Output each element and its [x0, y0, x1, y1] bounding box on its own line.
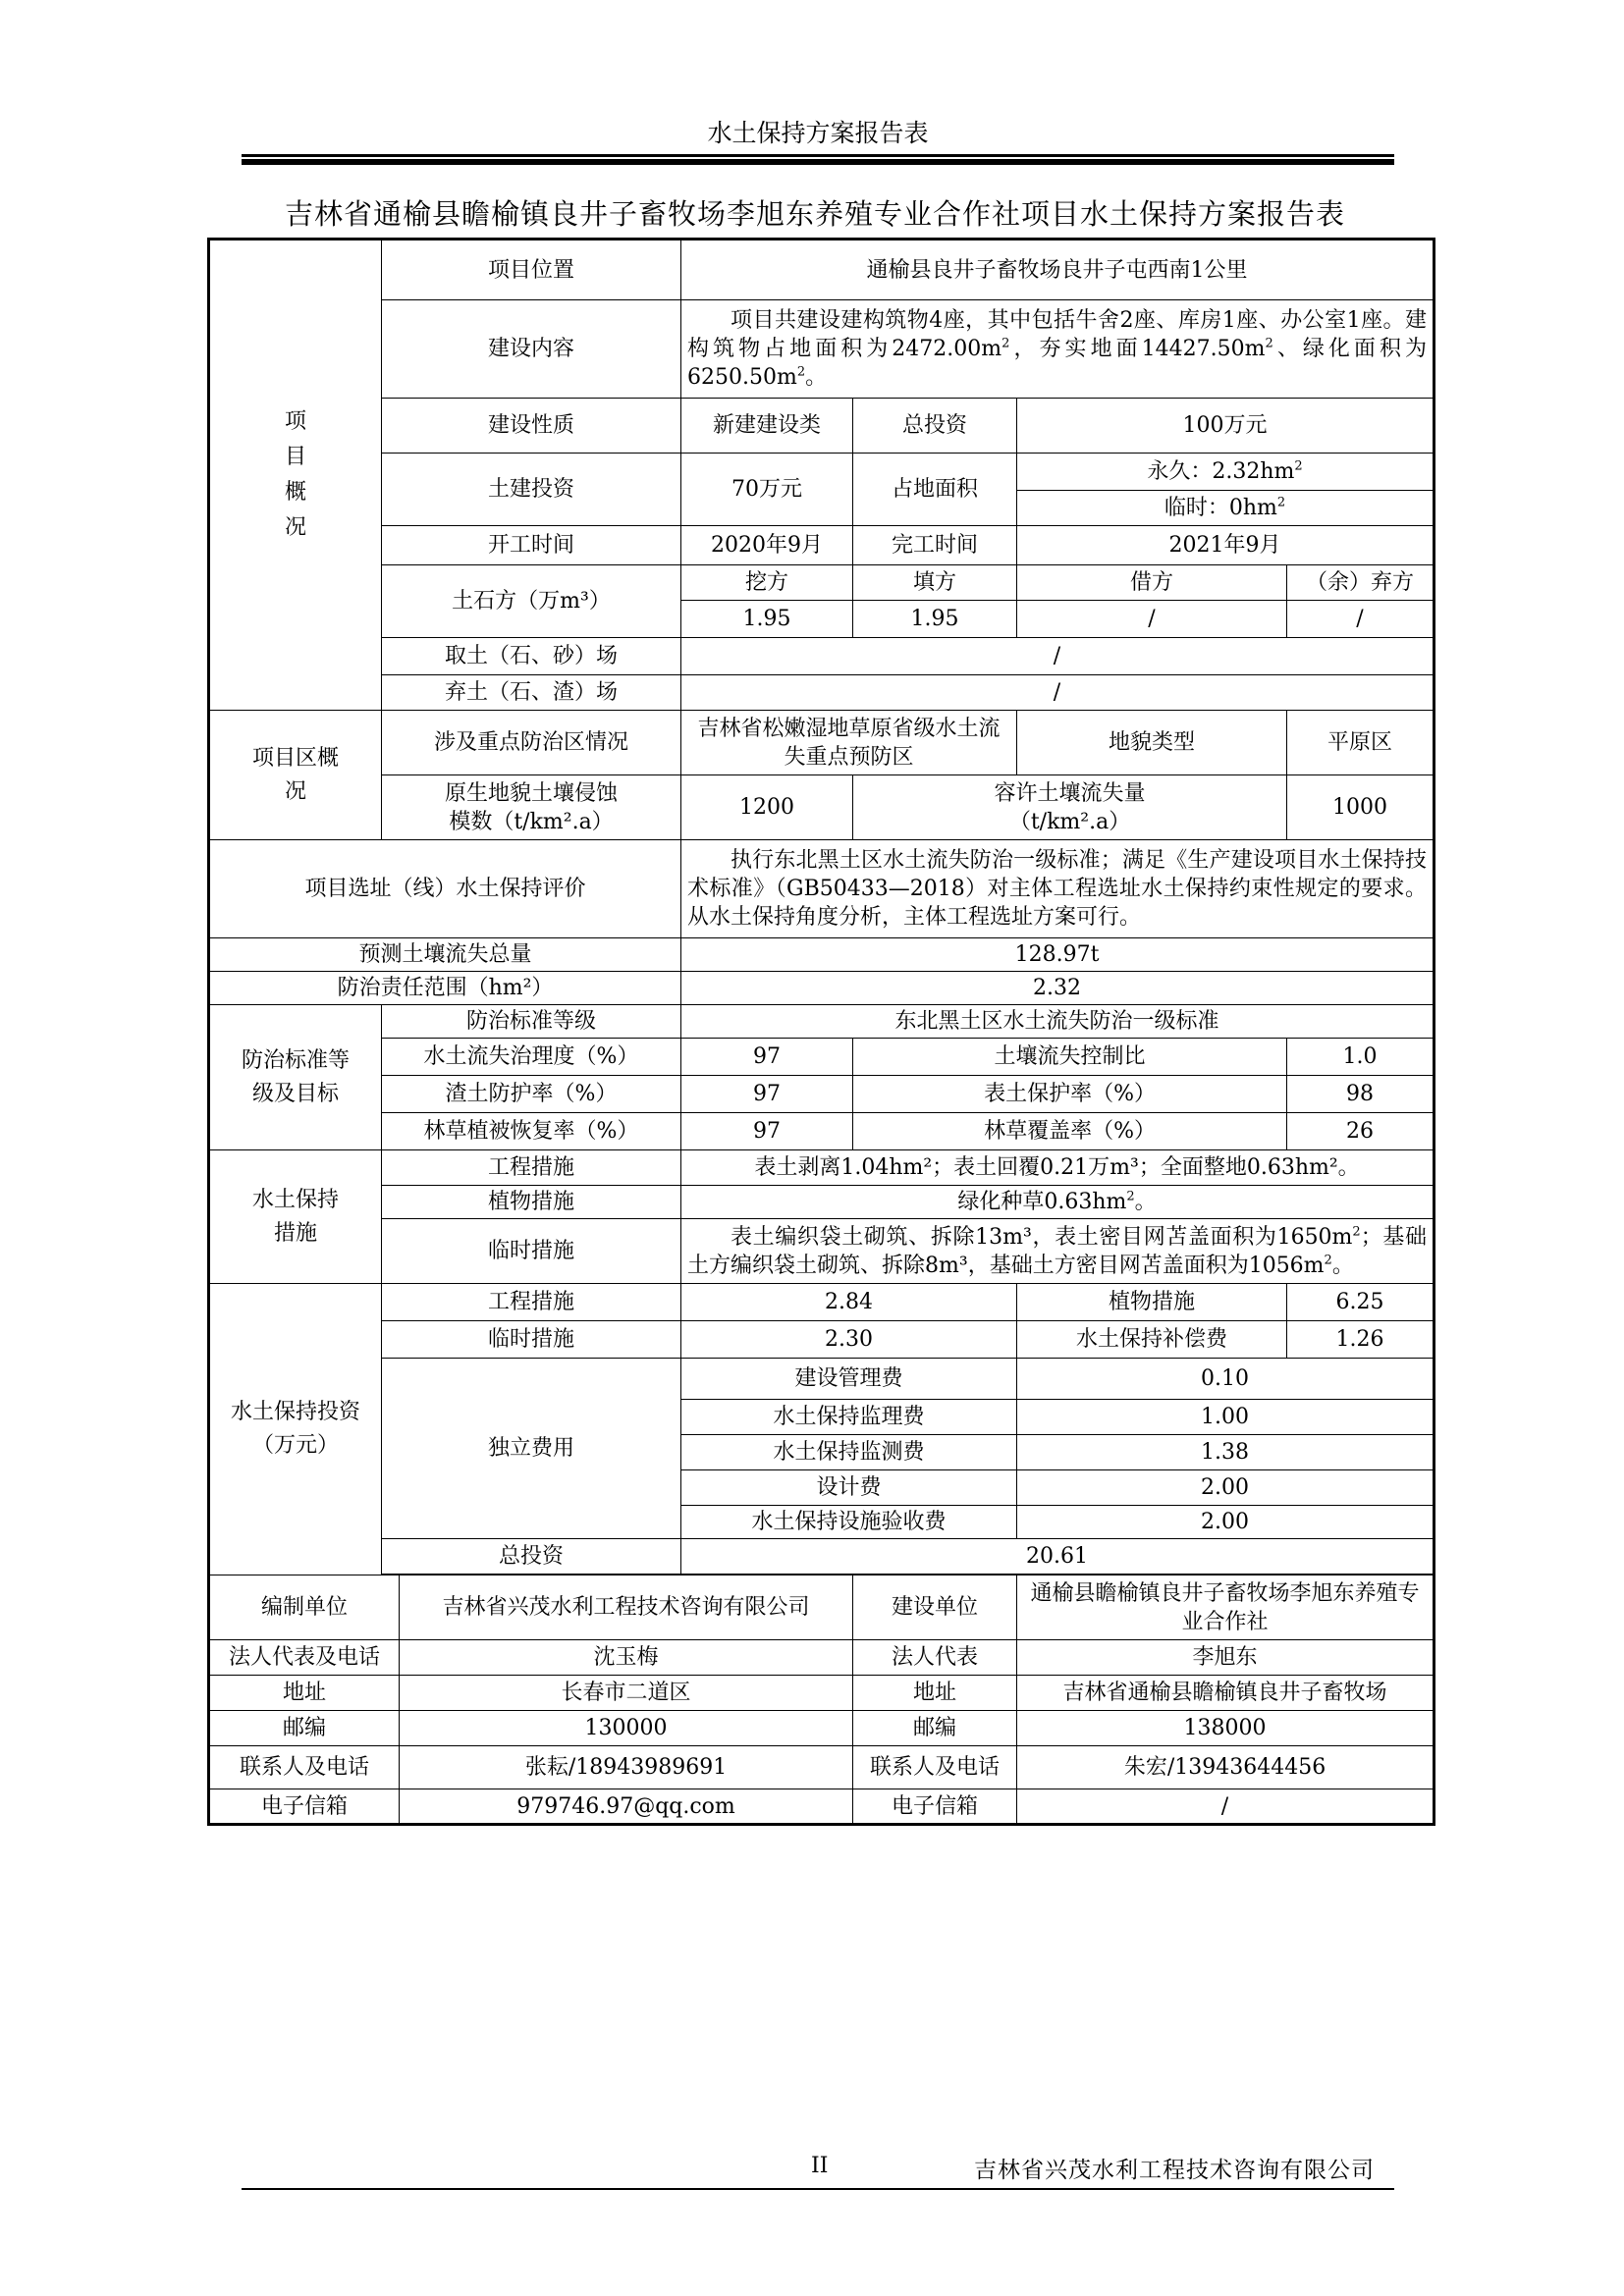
cell-value: 吉林省兴茂水利工程技术咨询有限公司	[400, 1575, 853, 1640]
table-row	[209, 1113, 1435, 1150]
footer-company: 吉林省兴茂水利工程技术咨询有限公司	[974, 2158, 1375, 2183]
cell-value: 1.95	[681, 601, 853, 638]
cell-value: 2021年9月	[1017, 526, 1435, 565]
cell-value: 6.25	[1287, 1284, 1435, 1321]
cell-label: 填方	[853, 565, 1017, 601]
cell-value: 2.30	[681, 1321, 1017, 1359]
cell-value: 平原区	[1287, 711, 1435, 775]
table-row	[209, 1539, 1435, 1575]
table-row	[209, 526, 1435, 565]
cell-value: 表土编织袋土砌筑、拆除13m³，表土密目网苫盖面积为$1650m^2$；基础土方编织袋土砌筑、拆除8m³，基础土方密目网苫盖面积为$1056m^2$。	[681, 1219, 1435, 1284]
table-row	[209, 240, 1435, 300]
cell-label: 水土保持设施验收费	[681, 1506, 1017, 1539]
cell-label: 总投资	[853, 399, 1017, 454]
cell-value: 1.38	[1017, 1435, 1435, 1470]
table-row	[209, 1219, 1435, 1284]
cell-value: 20.61	[681, 1539, 1435, 1575]
cell-label: 弃土（石、渣）场	[382, 675, 681, 711]
table-row	[209, 840, 1435, 938]
cell-label: 设计费	[681, 1470, 1017, 1506]
cell-value: 1.00	[1017, 1400, 1435, 1435]
cell-label: 挖方	[681, 565, 853, 601]
cell-value: 1.26	[1287, 1321, 1435, 1359]
report-title: 吉林省通榆县瞻榆镇良井子畜牧场李旭东养殖专业合作社项目水土保持方案报告表	[284, 197, 1345, 231]
cell-value: 2.32	[681, 972, 1435, 1005]
cell-value: 东北黑土区水土流失防治一级标准	[681, 1005, 1435, 1039]
cell-value: 138000	[1017, 1711, 1435, 1746]
table-row	[209, 1746, 1435, 1789]
cell-label: 水土保持监理费	[681, 1400, 1017, 1435]
cell-label: 编制单位	[209, 1575, 400, 1640]
table-row	[209, 1789, 1435, 1825]
cell-value: 1.95	[853, 601, 1017, 638]
cell-value: 通榆县良井子畜牧场良井子屯西南1公里	[681, 240, 1435, 300]
cell-value: 长春市二道区	[400, 1676, 853, 1711]
cell-value: 26	[1287, 1113, 1435, 1150]
cell-label: 工程措施	[382, 1284, 681, 1321]
table-row	[209, 972, 1435, 1005]
cell-label: 地貌类型	[1017, 711, 1287, 775]
cell-label: 水土流失治理度（%）	[382, 1039, 681, 1076]
table-row	[209, 638, 1435, 675]
table-row	[209, 1359, 1435, 1400]
cell-label: 临时措施	[382, 1219, 681, 1284]
cell-label: 植物措施	[382, 1186, 681, 1219]
page-number: II	[811, 2154, 829, 2178]
cell-label: 原生地貌土壤侵蚀模数（t/km².a）	[382, 775, 681, 840]
cell-label: 电子信箱	[209, 1789, 400, 1825]
cell-label: 电子信箱	[853, 1789, 1017, 1825]
cell-value: /	[681, 638, 1435, 675]
cell-value: 128.97t	[681, 938, 1435, 972]
table-row	[209, 1076, 1435, 1113]
page-header: 水土保持方案报告表	[707, 119, 929, 147]
table-row	[209, 1676, 1435, 1711]
cell-label: 取土（石、砂）场	[382, 638, 681, 675]
section-label-region: 项目区概况	[209, 711, 382, 840]
cell-value: 1200	[681, 775, 853, 840]
cell-value: 表土剥离1.04hm²；表土回覆0.21万m³；全面整地0.63hm²。	[681, 1150, 1435, 1186]
cell-label: 法人代表及电话	[209, 1640, 400, 1676]
cell-value: /	[1017, 601, 1287, 638]
cell-label: 土石方（万m³）	[382, 565, 681, 638]
cell-value: /	[681, 675, 1435, 711]
table-row	[209, 1005, 1435, 1039]
cell-label: 法人代表	[853, 1640, 1017, 1676]
table-row	[209, 399, 1435, 454]
section-label-overview: 项目概况	[209, 240, 382, 711]
table-row	[209, 565, 1435, 601]
cell-label: 林草植被恢复率（%）	[382, 1113, 681, 1150]
section-label-invest: 水土保持投资（万元）	[209, 1284, 382, 1575]
cell-label: 防治标准等级	[382, 1005, 681, 1039]
cell-label: 建设单位	[853, 1575, 1017, 1640]
cell-label: 临时措施	[382, 1321, 681, 1359]
cell-label: 项目选址（线）水土保持评价	[209, 840, 681, 938]
cell-label: 建设性质	[382, 399, 681, 454]
cell-label: 水土保持监测费	[681, 1435, 1017, 1470]
cell-label: 独立费用	[382, 1359, 681, 1539]
cell-label: 植物措施	[1017, 1284, 1287, 1321]
cell-value: 2.84	[681, 1284, 1017, 1321]
cell-label: 土建投资	[382, 454, 681, 526]
cell-value: 97	[681, 1039, 853, 1076]
cell-value: 98	[1287, 1076, 1435, 1113]
cell-value: 绿化种草$0.63hm^2$。	[681, 1186, 1435, 1219]
cell-label: （余）弃方	[1287, 565, 1435, 601]
cell-label: 预测土壤流失总量	[209, 938, 681, 972]
table-row	[209, 938, 1435, 972]
cell-label: 联系人及电话	[853, 1746, 1017, 1789]
cell-value: 70万元	[681, 454, 853, 526]
report-table	[207, 238, 1435, 1826]
cell-value: 100万元	[1017, 399, 1435, 454]
footer-rule	[242, 2188, 1394, 2190]
cell-value: 李旭东	[1017, 1640, 1435, 1676]
cell-label: 项目位置	[382, 240, 681, 300]
cell-value: 2.00	[1017, 1506, 1435, 1539]
cell-label: 防治责任范围（hm²）	[209, 972, 681, 1005]
cell-value: 97	[681, 1113, 853, 1150]
cell-label: 邮编	[853, 1711, 1017, 1746]
cell-value: 吉林省通榆县瞻榆镇良井子畜牧场	[1017, 1676, 1435, 1711]
cell-label: 林草覆盖率（%）	[853, 1113, 1287, 1150]
table-row	[209, 300, 1435, 399]
cell-label: 土壤流失控制比	[853, 1039, 1287, 1076]
cell-label: 地址	[853, 1676, 1017, 1711]
table-row	[209, 711, 1435, 775]
table-row	[209, 775, 1435, 840]
cell-value: 979746.97@qq.com	[400, 1789, 853, 1825]
cell-value: 吉林省松嫩湿地草原省级水土流失重点预防区	[681, 711, 1017, 775]
cell-label: 完工时间	[853, 526, 1017, 565]
cell-label: 总投资	[382, 1539, 681, 1575]
cell-value: /	[1017, 1789, 1435, 1825]
table-row	[209, 1150, 1435, 1186]
cell-value: 1.0	[1287, 1039, 1435, 1076]
cell-value: 朱宏/13943644456	[1017, 1746, 1435, 1789]
cell-value: /	[1287, 601, 1435, 638]
table-row	[209, 1039, 1435, 1076]
cell-value: 执行东北黑土区水土流失防治一级标准；满足《生产建设项目水土保持技术标准》（GB50433—2018）对主体工程选址水土保持约束性规定的要求。从水土保持角度分析，主体工程选址方案可行。	[681, 840, 1435, 938]
cell-label: 地址	[209, 1676, 400, 1711]
table-row	[209, 1321, 1435, 1359]
cell-value: 通榆县瞻榆镇良井子畜牧场李旭东养殖专业合作社	[1017, 1575, 1435, 1640]
cell-label: 借方	[1017, 565, 1287, 601]
cell-label: 建设内容	[382, 300, 681, 399]
table-row	[209, 1711, 1435, 1746]
section-label-measures: 水土保持措施	[209, 1150, 382, 1284]
table-row	[209, 454, 1435, 491]
table-row	[209, 1640, 1435, 1676]
cell-value: 张耘/18943989691	[400, 1746, 853, 1789]
cell-value: 沈玉梅	[400, 1640, 853, 1676]
cell-label: 开工时间	[382, 526, 681, 565]
cell-label: 邮编	[209, 1711, 400, 1746]
cell-label: 容许土壤流失量（t/km².a）	[853, 775, 1287, 840]
cell-label: 渣土防护率（%）	[382, 1076, 681, 1113]
cell-label: 水土保持补偿费	[1017, 1321, 1287, 1359]
cell-label: 联系人及电话	[209, 1746, 400, 1789]
cell-label: 涉及重点防治区情况	[382, 711, 681, 775]
header-rule-thin	[242, 154, 1394, 157]
cell-value: 2020年9月	[681, 526, 853, 565]
header-rule-thick	[242, 159, 1394, 165]
cell-value: 130000	[400, 1711, 853, 1746]
table-row	[209, 1186, 1435, 1219]
table-row	[209, 675, 1435, 711]
cell-value: 临时：$0hm^2$	[1017, 491, 1435, 526]
section-label-standard: 防治标准等级及目标	[209, 1005, 382, 1150]
table-row	[209, 1284, 1435, 1321]
cell-label: 建设管理费	[681, 1359, 1017, 1400]
cell-label: 表土保护率（%）	[853, 1076, 1287, 1113]
cell-label: 占地面积	[853, 454, 1017, 526]
cell-value: 1000	[1287, 775, 1435, 840]
cell-label: 工程措施	[382, 1150, 681, 1186]
table-row	[209, 1575, 1435, 1640]
cell-value: 97	[681, 1076, 853, 1113]
cell-value: 新建建设类	[681, 399, 853, 454]
cell-value-content: 项目共建设建构筑物4座，其中包括牛舍2座、库房1座、办公室1座。建构筑物占地面积为$2472.00m^2$，夯实地面$14427.50m^2$、绿化面积为$6250.50m^2$。	[681, 300, 1435, 399]
cell-value: 2.00	[1017, 1470, 1435, 1506]
cell-value: 永久：$2.32hm^2$	[1017, 454, 1435, 491]
cell-value: 0.10	[1017, 1359, 1435, 1400]
